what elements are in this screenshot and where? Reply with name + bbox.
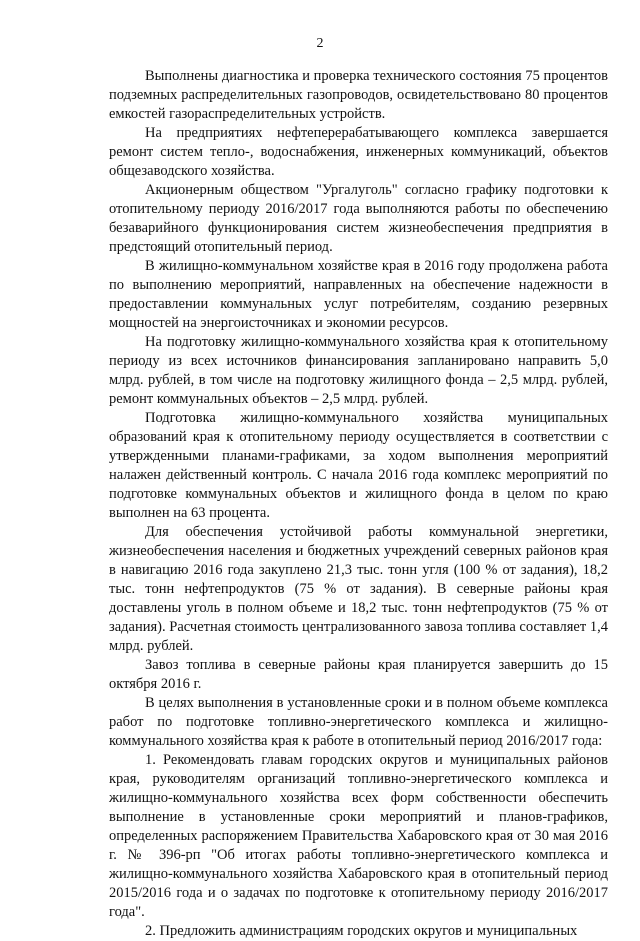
paragraph-financing: На подготовку жилищно-коммунального хозяйства края к отопительному периоду из всех источников финансирования запланировано направить 5,0 млрд. рублей, в том числе на подготовку жилищного фонда – 2,5 млрд. рублей, ремонт коммунальных объектов – 2,5 млрд. рублей. <box>109 334 608 407</box>
document-body <box>109 67 608 941</box>
paragraph-housing-reliability: В жилищно-коммунальном хозяйстве края в 2016 году продолжена работа по выполнению мероприятий, направленных на обеспечение надежности в предоставлении коммунальных услуг потребителям, созданию резервных мощностей на энергоисточниках и экономии ресурсов. <box>109 258 608 331</box>
paragraph-purpose: В целях выполнения в установленные сроки и в полном объеме комплекса работ по подготовке топливно-энергетического комплекса и жилищно-коммунального хозяйства края к работе в отопительный период 2016/2017 года: <box>109 695 608 749</box>
paragraph-gas-diagnostics: Выполнены диагностика и проверка технического состояния 75 процентов подземных распределительных газопроводов, освидетельствовано 80 процентов емкостей газораспределительных устройств. <box>109 68 608 122</box>
paragraph-fuel-deadline: Завоз топлива в северные районы края планируется завершить до 15 октября 2016 г. <box>109 657 608 692</box>
page-number: 2 <box>316 36 324 51</box>
paragraph-fuel-supply: Для обеспечения устойчивой работы коммунальной энергетики, жизнеобеспечения населения и бюджетных учреждений северных районов края в навигацию 2016 года закуплено 21,3 тыс. тонн угля (100 % от задания), 18,2 тыс. тонн нефтепродуктов (75 % от задания). В северные районы края доставлены уголь в полном объеме и 18,2 тыс. тонн нефтепродуктов (75 % от задания). Расчетная стоимость централизованного завоза топлива составляет 1,4 млрд. рублей. <box>109 524 608 654</box>
paragraph-recommendation-2: 2. Предложить администрациям городских округов и муниципальных <box>145 923 578 939</box>
paragraph-municipal-preparation: Подготовка жилищно-коммунального хозяйства муниципальных образований края к отопительному периоду осуществляется в соответствии с утвержденными планами-графиками, за ходом выполнения мероприятий налажен действенный контроль. С начала 2016 года комплекс мероприятий по подготовке коммунальных объектов и жилищного фонда в целом по краю выполнен на 63 процента. <box>109 410 608 521</box>
paragraph-recommendation-1: 1. Рекомендовать главам городских округов и муниципальных районов края, руководителям организаций топливно-энергетического комплекса и жилищно-коммунального хозяйства всех форм собственности обеспечить выполнение в установленные сроки мероприятий и планов-графиков, определенных распоряжением Правительства Хабаровского края от 30 мая 2016 г. № 396-рп "Об итогах работы топливно-энергетического комплекса и жилищно-коммунального хозяйства Хабаровского края в отопительный период 2015/2016 года и о задачах по подготовке к отопительному периоду 2016/2017 года". <box>109 752 608 920</box>
paragraph-urgalugol: Акционерным обществом "Ургалуголь" согласно графику подготовки к отопительному периоду 2016/2017 года выполняются работы по обеспечению безаварийного функционирования систем жизнеобеспечения предприятия в предстоящий отопительный период. <box>109 182 608 255</box>
paragraph-oil-refining: На предприятиях нефтеперерабатывающего комплекса завершается ремонт систем тепло-, водоснабжения, инженерных коммуникаций, объектов общезаводского хозяйства. <box>109 125 608 179</box>
